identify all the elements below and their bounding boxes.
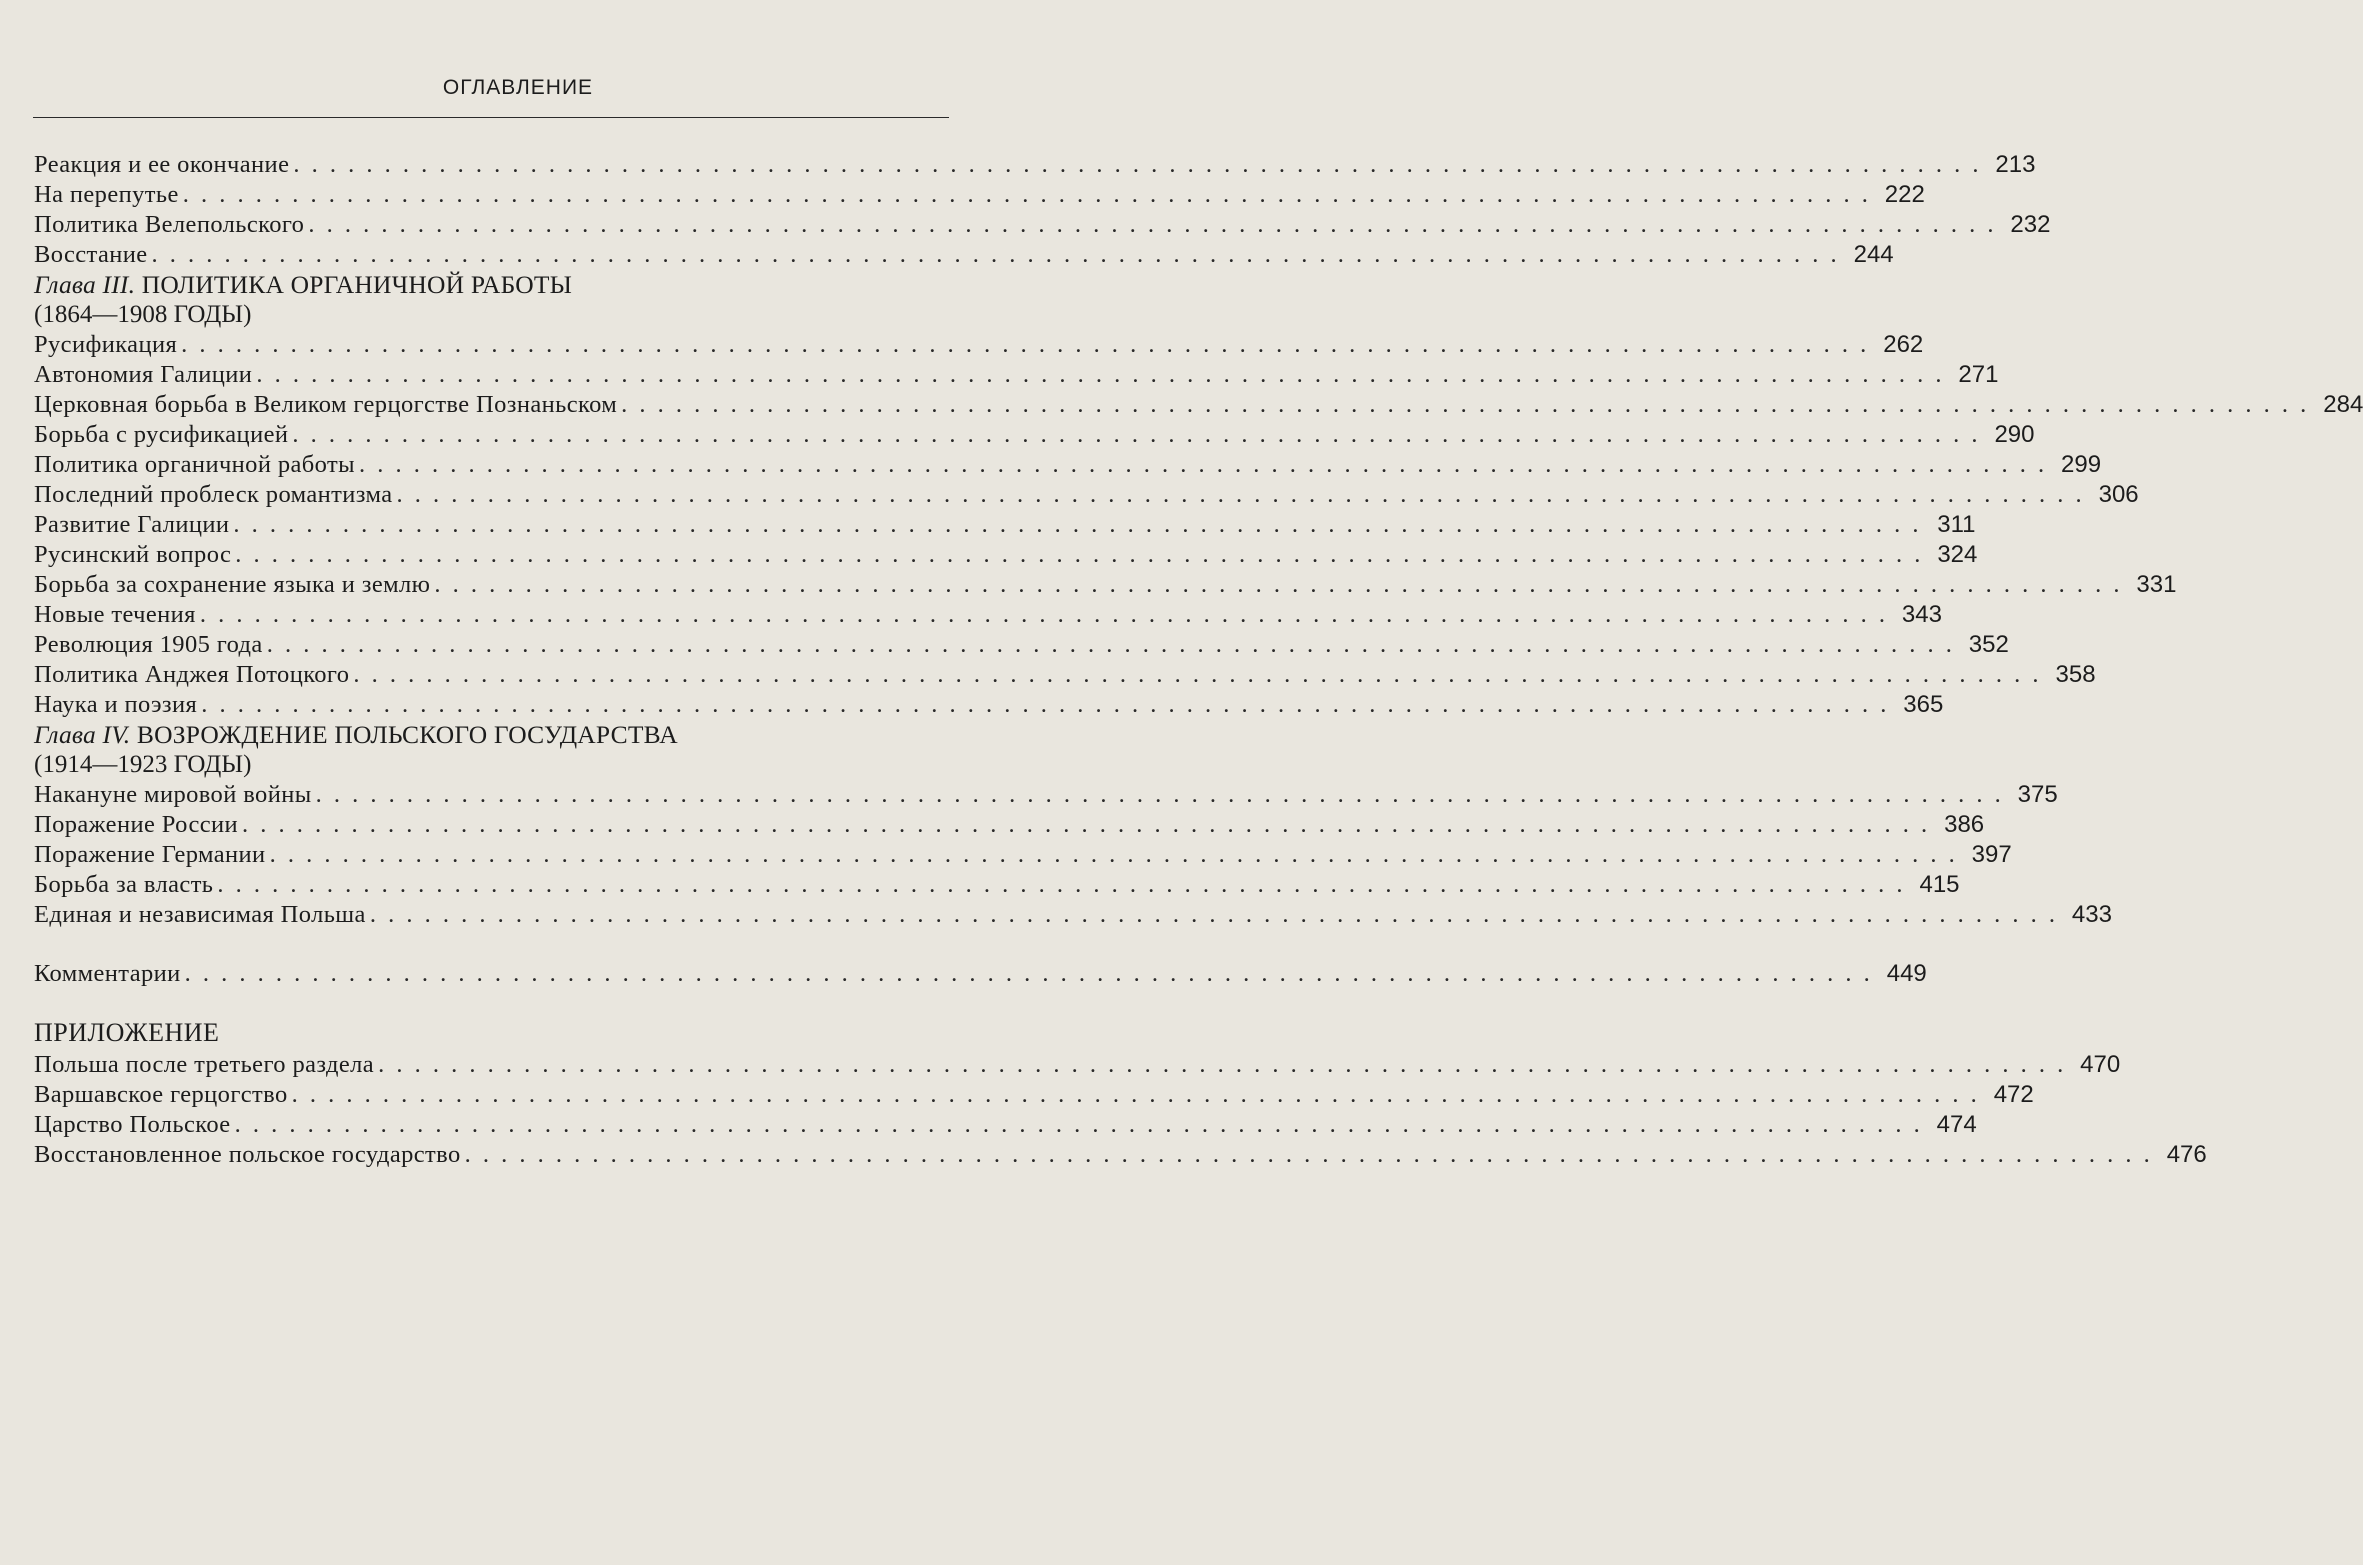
dot-leader: . . . . . . . . . . . . . . . . . . . . . . . . . . . . . . . . . . . . . . . . . . . . . . . . . . . . . . . . . . . . . . . . . . . . . . . . . . . . . . . . . . . . . . . . . . . . . [151, 241, 1840, 268]
chapter-years: (1864—1908 ГОДЫ) [34, 301, 252, 328]
toc-entry [34, 810, 1985, 840]
dot-leader: . . . . . . . . . . . . . . . . . . . . . . . . . . . . . . . . . . . . . . . . . . . . . . . . . . . . . . . . . . . . . . . . . . . . . . . . . . . . . . . . . . . . . . . . . . . . . [369, 901, 2058, 928]
spacer [34, 930, 946, 959]
toc-group-2 [34, 330, 2363, 720]
toc-entry-page: 331 [2136, 571, 2177, 598]
dot-leader: . . . . . . . . . . . . . . . . . . . . . . . . . . . . . . . . . . . . . . . . . . . . . . . . . . . . . . . . . . . . . . . . . . . . . . . . . . . . . . . . . . . . . . . . . . . . . [378, 1051, 2067, 1078]
spacer [34, 989, 946, 1018]
toc-entry-title: Наука и поэзия [34, 691, 198, 718]
toc-entry-page: 476 [2166, 1141, 2207, 1168]
toc-entry-page: 213 [1995, 151, 2036, 178]
toc-entry [34, 450, 2102, 480]
toc-entry [34, 1140, 2207, 1170]
dot-leader: . . . . . . . . . . . . . . . . . . . . . . . . . . . . . . . . . . . . . . . . . . . . . . . . . . . . . . . . . . . . . . . . . . . . . . . . . . . . . . . . . . . . . . . . . . . . . [292, 421, 1981, 448]
dot-leader: . . . . . . . . . . . . . . . . . . . . . . . . . . . . . . . . . . . . . . . . . . . . . . . . . . . . . . . . . . . . . . . . . . . . . . . . . . . . . . . . . . . . . . . . . . . . . [434, 571, 2123, 598]
toc-entry [34, 360, 1999, 390]
toc-entry-title: Комментарии [34, 960, 181, 987]
toc-entry-page: 343 [1901, 601, 1942, 628]
dot-leader: . . . . . . . . . . . . . . . . . . . . . . . . . . . . . . . . . . . . . . . . . . . . . . . . . . . . . . . . . . . . . . . . . . . . . . . . . . . . . . . . . . . . . . . . . . . . . [266, 631, 1955, 658]
toc-entry-page: 311 [1937, 511, 1976, 538]
toc-entry-page: 375 [2017, 781, 2058, 808]
toc-entry [34, 510, 1976, 540]
dot-leader: . . . . . . . . . . . . . . . . . . . . . . . . . . . . . . . . . . . . . . . . . . . . . . . . . . . . . . . . . . . . . . . . . . . . . . . . . . . . . . . . . . . . . . . . . . . . . [293, 151, 1982, 178]
toc-entry [34, 180, 1925, 210]
toc-entry-title: Реакция и ее окончание [34, 151, 290, 178]
dot-leader: . . . . . . . . . . . . . . . . . . . . . . . . . . . . . . . . . . . . . . . . . . . . . . . . . . . . . . . . . . . . . . . . . . . . . . . . . . . . . . . . . . . . . . . . . . . . . [235, 541, 1924, 568]
toc-entry-title: Борьба за сохранение языка и землю [34, 571, 431, 598]
toc-entry-page: 222 [1884, 181, 1925, 208]
toc-entry [34, 780, 2058, 810]
dot-leader: . . . . . . . . . . . . . . . . . . . . . . . . . . . . . . . . . . . . . . . . . . . . . . . . . . . . . . . . . . . . . . . . . . . . . . . . . . . . . . . . . . . . . . . . . . . . . [358, 451, 2048, 478]
toc-entry [34, 330, 1924, 360]
toc-entry-title: Царство Польское [34, 1111, 231, 1138]
toc-entry [34, 570, 2177, 600]
chapter-years: (1914—1923 ГОДЫ) [34, 751, 252, 778]
toc-entry [34, 1050, 2121, 1080]
dot-leader: . . . . . . . . . . . . . . . . . . . . . . . . . . . . . . . . . . . . . . . . . . . . . . . . . . . . . . . . . . . . . . . . . . . . . . . . . . . . . . . . . . . . . . . . . . . . . [199, 601, 1888, 628]
toc-entry [34, 240, 1894, 270]
dot-leader: . . . . . . . . . . . . . . . . . . . . . . . . . . . . . . . . . . . . . . . . . . . . . . . . . . . . . . . . . . . . . . . . . . . . . . . . . . . . . . . . . . . . . . . . . . . . . [396, 481, 2085, 508]
dot-leader: . . . . . . . . . . . . . . . . . . . . . . . . . . . . . . . . . . . . . . . . . . . . . . . . . . . . . . . . . . . . . . . . . . . . . . . . . . . . . . . . . . . . . . . . . . . . . [315, 781, 2004, 808]
toc-entry [34, 840, 2012, 870]
dot-leader: . . . . . . . . . . . . . . . . . . . . . . . . . . . . . . . . . . . . . . . . . . . . . . . . . . . . . . . . . . . . . . . . . . . . . . . . . . . . . . . . . . . . . . . . . . . . . [233, 511, 1922, 538]
toc-entry-page: 365 [1903, 691, 1944, 718]
toc-entry-title: Новые течения [34, 601, 196, 628]
toc-entry-title: Политика Анджея Потоцкого [34, 661, 350, 688]
chapter-title: ПОЛИТИКА ОРГАНИЧНОЙ РАБОТЫ [141, 270, 573, 299]
toc-entry [34, 660, 2096, 690]
toc-entry-title: Поражение России [34, 811, 239, 838]
toc-entry-page: 284 [2323, 391, 2363, 418]
toc-entry-page: 271 [1958, 361, 1999, 388]
dot-leader: . . . . . . . . . . . . . . . . . . . . . . . . . . . . . . . . . . . . . . . . . . . . . . . . . . . . . . . . . . . . . . . . . . . . . . . . . . . . . . . . . . . . . . . . . . . . . [182, 181, 1871, 208]
dot-leader: . . . . . . . . . . . . . . . . . . . . . . . . . . . . . . . . . . . . . . . . . . . . . . . . . . . . . . . . . . . . . . . . . . . . . . . . . . . . . . . . . . . . . . . . . . . . . [621, 391, 2310, 418]
chapter-heading [34, 270, 946, 300]
toc-entry [34, 540, 1978, 570]
toc-entry-title: Последний проблеск романтизма [34, 481, 393, 508]
toc-entry [34, 900, 2112, 930]
header-rule [33, 117, 949, 118]
chapter-heading [34, 720, 946, 750]
toc-entry-page: 232 [2010, 211, 2051, 238]
dot-leader: . . . . . . . . . . . . . . . . . . . . . . . . . . . . . . . . . . . . . . . . . . . . . . . . . . . . . . . . . . . . . . . . . . . . . . . . . . . . . . . . . . . . . . . . . . . . . [269, 841, 1958, 868]
toc-entry-title: Политика Велепольского [34, 211, 305, 238]
toc-entry-page: 299 [2061, 451, 2102, 478]
toc-entry-page: 262 [1883, 331, 1924, 358]
dot-leader: . . . . . . . . . . . . . . . . . . . . . . . . . . . . . . . . . . . . . . . . . . . . . . . . . . . . . . . . . . . . . . . . . . . . . . . . . . . . . . . . . . . . . . . . . . . . . [181, 331, 1870, 358]
toc-entry-comments [34, 959, 1927, 989]
toc-entry [34, 630, 2009, 660]
dot-leader: . . . . . . . . . . . . . . . . . . . . . . . . . . . . . . . . . . . . . . . . . . . . . . . . . . . . . . . . . . . . . . . . . . . . . . . . . . . . . . . . . . . . . . . . . . . . . [184, 960, 1873, 987]
toc-entry-page: 352 [1968, 631, 2009, 658]
dot-leader: . . . . . . . . . . . . . . . . . . . . . . . . . . . . . . . . . . . . . . . . . . . . . . . . . . . . . . . . . . . . . . . . . . . . . . . . . . . . . . . . . . . . . . . . . . . . . [308, 211, 1997, 238]
toc-entry-page: 472 [1993, 1081, 2034, 1108]
toc-group-1 [34, 150, 2051, 270]
toc-entry-title: Восстание [34, 241, 148, 268]
toc-entry-page: 474 [1936, 1111, 1977, 1138]
toc-entry-title: Русинский вопрос [34, 541, 232, 568]
toc-entry-title: Революция 1905 года [34, 631, 263, 658]
toc-entry-page: 433 [2071, 901, 2112, 928]
dot-leader: . . . . . . . . . . . . . . . . . . . . . . . . . . . . . . . . . . . . . . . . . . . . . . . . . . . . . . . . . . . . . . . . . . . . . . . . . . . . . . . . . . . . . . . . . . . . . [242, 811, 1931, 838]
table-of-contents [34, 150, 2363, 1170]
toc-entry-title: На перепутье [34, 181, 179, 208]
toc-entry-title: Развитие Галиции [34, 511, 230, 538]
toc-entry-page: 324 [1937, 541, 1978, 568]
dot-leader: . . . . . . . . . . . . . . . . . . . . . . . . . . . . . . . . . . . . . . . . . . . . . . . . . . . . . . . . . . . . . . . . . . . . . . . . . . . . . . . . . . . . . . . . . . . . . [256, 361, 1945, 388]
toc-entry-page: 290 [1994, 421, 2035, 448]
running-head-title: ОГЛАВЛЕНИЕ [442, 76, 594, 99]
dot-leader: . . . . . . . . . . . . . . . . . . . . . . . . . . . . . . . . . . . . . . . . . . . . . . . . . . . . . . . . . . . . . . . . . . . . . . . . . . . . . . . . . . . . . . . . . . . . . [353, 661, 2042, 688]
toc-entry [34, 870, 1960, 900]
dot-leader: . . . . . . . . . . . . . . . . . . . . . . . . . . . . . . . . . . . . . . . . . . . . . . . . . . . . . . . . . . . . . . . . . . . . . . . . . . . . . . . . . . . . . . . . . . . . . [217, 871, 1906, 898]
toc-entry-title: Церковная борьба в Великом герцогстве Познаньском [34, 391, 618, 418]
toc-entry-title: Накануне мировой войны [34, 781, 312, 808]
dot-leader: . . . . . . . . . . . . . . . . . . . . . . . . . . . . . . . . . . . . . . . . . . . . . . . . . . . . . . . . . . . . . . . . . . . . . . . . . . . . . . . . . . . . . . . . . . . . . [291, 1081, 1980, 1108]
toc-entry-title: Варшавское герцогство [34, 1081, 288, 1108]
toc-entry-page: 306 [2098, 481, 2139, 508]
toc-entry [34, 150, 2036, 180]
toc-entry-page: 397 [1971, 841, 2012, 868]
toc-entry [34, 420, 2035, 450]
toc-entry-page: 415 [1919, 871, 1960, 898]
toc-entry [34, 480, 2139, 510]
toc-entry-page: 244 [1853, 241, 1894, 268]
toc-entry-page: 386 [1944, 811, 1985, 838]
toc-entry [34, 690, 1944, 720]
toc-entry [34, 600, 1942, 630]
toc-entry-title: Борьба за власть [34, 871, 214, 898]
toc-entry-title: Поражение Германии [34, 841, 266, 868]
toc-entry-page: 358 [2055, 661, 2096, 688]
toc-entry [34, 1080, 2034, 1110]
toc-entry-title: Польша после третьего раздела [34, 1051, 375, 1078]
toc-entry-title: Восстановленное польское государство [34, 1141, 461, 1168]
toc-entry-title: Автономия Галиции [34, 361, 253, 388]
appendix-heading: ПРИЛОЖЕНИЕ [34, 1018, 220, 1047]
toc-entry-title: Борьба с русификацией [34, 421, 289, 448]
toc-entry-title: Русификация [34, 331, 178, 358]
toc-entry-title: Политика органичной работы [34, 451, 355, 478]
toc-entry-page: 470 [2080, 1051, 2121, 1078]
toc-entry-title: Единая и независимая Польша [34, 901, 366, 928]
chapter-prefix: Глава IV. [34, 720, 131, 749]
dot-leader: . . . . . . . . . . . . . . . . . . . . . . . . . . . . . . . . . . . . . . . . . . . . . . . . . . . . . . . . . . . . . . . . . . . . . . . . . . . . . . . . . . . . . . . . . . . . . [201, 691, 1890, 718]
toc-group-3 [34, 780, 2112, 930]
toc-entry-page: 449 [1886, 960, 1927, 987]
toc-entry [34, 390, 2363, 420]
dot-leader: . . . . . . . . . . . . . . . . . . . . . . . . . . . . . . . . . . . . . . . . . . . . . . . . . . . . . . . . . . . . . . . . . . . . . . . . . . . . . . . . . . . . . . . . . . . . . [234, 1111, 1923, 1138]
chapter-prefix: Глава III. [34, 270, 136, 299]
toc-group-appendix [34, 1050, 2207, 1170]
toc-entry [34, 1110, 1977, 1140]
toc-entry [34, 210, 2051, 240]
chapter-title: ВОЗРОЖДЕНИЕ ПОЛЬСКОГО ГОСУДАРСТВА [136, 720, 678, 749]
dot-leader: . . . . . . . . . . . . . . . . . . . . . . . . . . . . . . . . . . . . . . . . . . . . . . . . . . . . . . . . . . . . . . . . . . . . . . . . . . . . . . . . . . . . . . . . . . . . . [464, 1141, 2153, 1168]
